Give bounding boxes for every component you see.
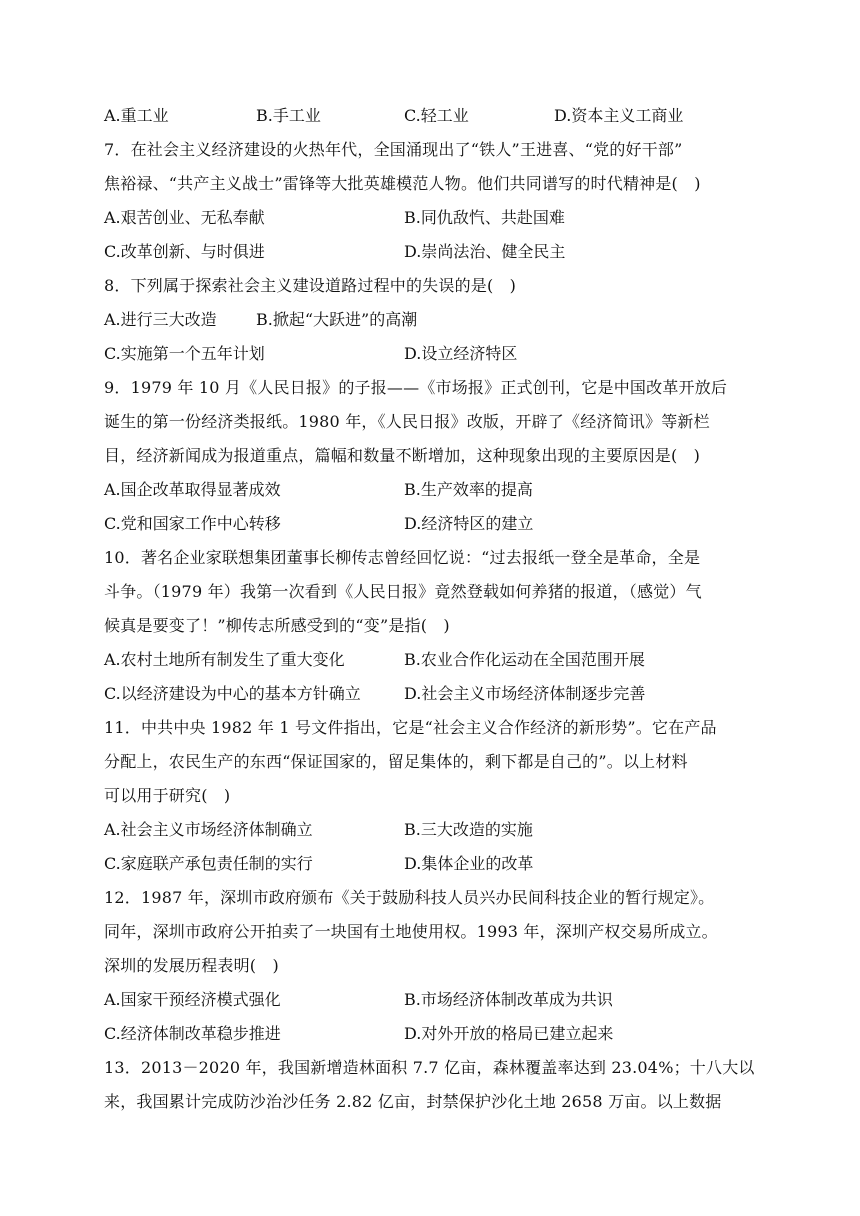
q11-option-a: A.社会主义市场经济体制确立 (104, 820, 313, 839)
q9-option-d: D.经济特区的建立 (404, 514, 534, 533)
q6-option-b: B.手工业 (256, 106, 321, 125)
q11-stem-line-2: 分配上，农民生产的东西“保证国家的，留足集体的，剩下都是自己的”。以上材料 (104, 752, 688, 771)
q10-option-c: C.以经济建设为中心的基本方针确立 (104, 684, 361, 703)
q9-option-a: A.国企改革取得显著成效 (104, 480, 281, 499)
q7-stem-line-2: 焦裕禄、“共产主义战士”雷锋等大批英雄模范人物。他们共同谱写的时代精神是( ) (104, 174, 701, 193)
q12-stem-line-2: 同年，深圳市政府公开拍卖了一块国有土地使用权。1993 年，深圳产权交易所成立。 (104, 922, 718, 941)
q6-option-c: C.轻工业 (404, 106, 469, 125)
q10-stem-line-3: 候真是要变了！”柳传志所感受到的“变”是指( ) (104, 616, 450, 635)
q8-option-c: C.实施第一个五年计划 (104, 344, 265, 363)
q6-option-d: D.资本主义工商业 (554, 106, 684, 125)
q12-option-a: A.国家干预经济模式强化 (104, 990, 281, 1009)
q11-stem-line-3: 可以用于研究( ) (104, 786, 231, 805)
q12-stem-line-1: 12．1987 年，深圳市政府颁布《关于鼓励科技人员兴办民间科技企业的暂行规定》。 (104, 888, 715, 907)
q13-stem-line-2: 来，我国累计完成防沙治沙任务 2.82 亿亩，封禁保护沙化土地 2658 万亩。以上数据 (104, 1092, 722, 1111)
q9-stem-line-2: 诞生的第一份经济类报纸。1980 年，《人民日报》改版，开辟了《经济简讯》等新栏 (104, 412, 710, 431)
q7-stem-line-1: 7．在社会主义经济建设的火热年代，全国涌现出了“铁人”王进喜、“党的好干部” (104, 140, 683, 159)
q12-stem-line-3: 深圳的发展历程表明( ) (104, 956, 279, 975)
q10-option-d: D.社会主义市场经济体制逐步完善 (404, 684, 646, 703)
q12-option-b: B.市场经济体制改革成为共识 (404, 990, 613, 1009)
q8-option-b: B.掀起“大跃进”的高潮 (256, 310, 418, 329)
q11-option-c: C.家庭联产承包责任制的实行 (104, 854, 313, 873)
q10-stem-line-1: 10．著名企业家联想集团董事长柳传志曾经回忆说：“过去报纸一登全是革命，全是 (104, 548, 701, 567)
q11-option-d: D.集体企业的改革 (404, 854, 534, 873)
q11-option-b: B.三大改造的实施 (404, 820, 533, 839)
q7-option-b: B.同仇敌忾、共赴国难 (404, 208, 565, 227)
q6-option-a: A.重工业 (104, 106, 169, 125)
q7-option-a: A.艰苦创业、无私奉献 (104, 208, 265, 227)
q9-option-b: B.生产效率的提高 (404, 480, 533, 499)
q12-option-d: D.对外开放的格局已建立起来 (404, 1024, 614, 1043)
q9-stem-line-3: 目，经济新闻成为报道重点，篇幅和数量不断增加，这种现象出现的主要原因是( ) (104, 446, 701, 465)
q10-option-b: B.农业合作化运动在全国范围开展 (404, 650, 645, 669)
q10-option-a: A.农村土地所有制发生了重大变化 (104, 650, 345, 669)
q8-option-d: D.设立经济特区 (404, 344, 518, 363)
q8-option-a: A.进行三大改造 (104, 310, 217, 329)
q10-stem-line-2: 斗争。（1979 年）我第一次看到《人民日报》竟然登载如何养猪的报道，（感觉）气 (104, 582, 702, 601)
q12-option-c: C.经济体制改革稳步推进 (104, 1024, 281, 1043)
q11-stem-line-1: 11．中共中央 1982 年 1 号文件指出，它是“社会主义合作经济的新形势”。它在产品 (104, 718, 717, 737)
q7-option-d: D.崇尚法治、健全民主 (404, 242, 566, 261)
q13-stem-line-1: 13．2013－2020 年，我国新增造林面积 7.7 亿亩，森林覆盖率达到 23.04%；十八大以 (104, 1058, 755, 1077)
q9-stem-line-1: 9．1979 年 10 月《人民日报》的子报——《市场报》正式创刊，它是中国改革开放后 (104, 378, 728, 397)
q8-stem-line-1: 8．下列属于探索社会主义建设道路过程中的失误的是( ) (104, 276, 517, 295)
q9-option-c: C.党和国家工作中心转移 (104, 514, 281, 533)
q7-option-c: C.改革创新、与时俱进 (104, 242, 265, 261)
